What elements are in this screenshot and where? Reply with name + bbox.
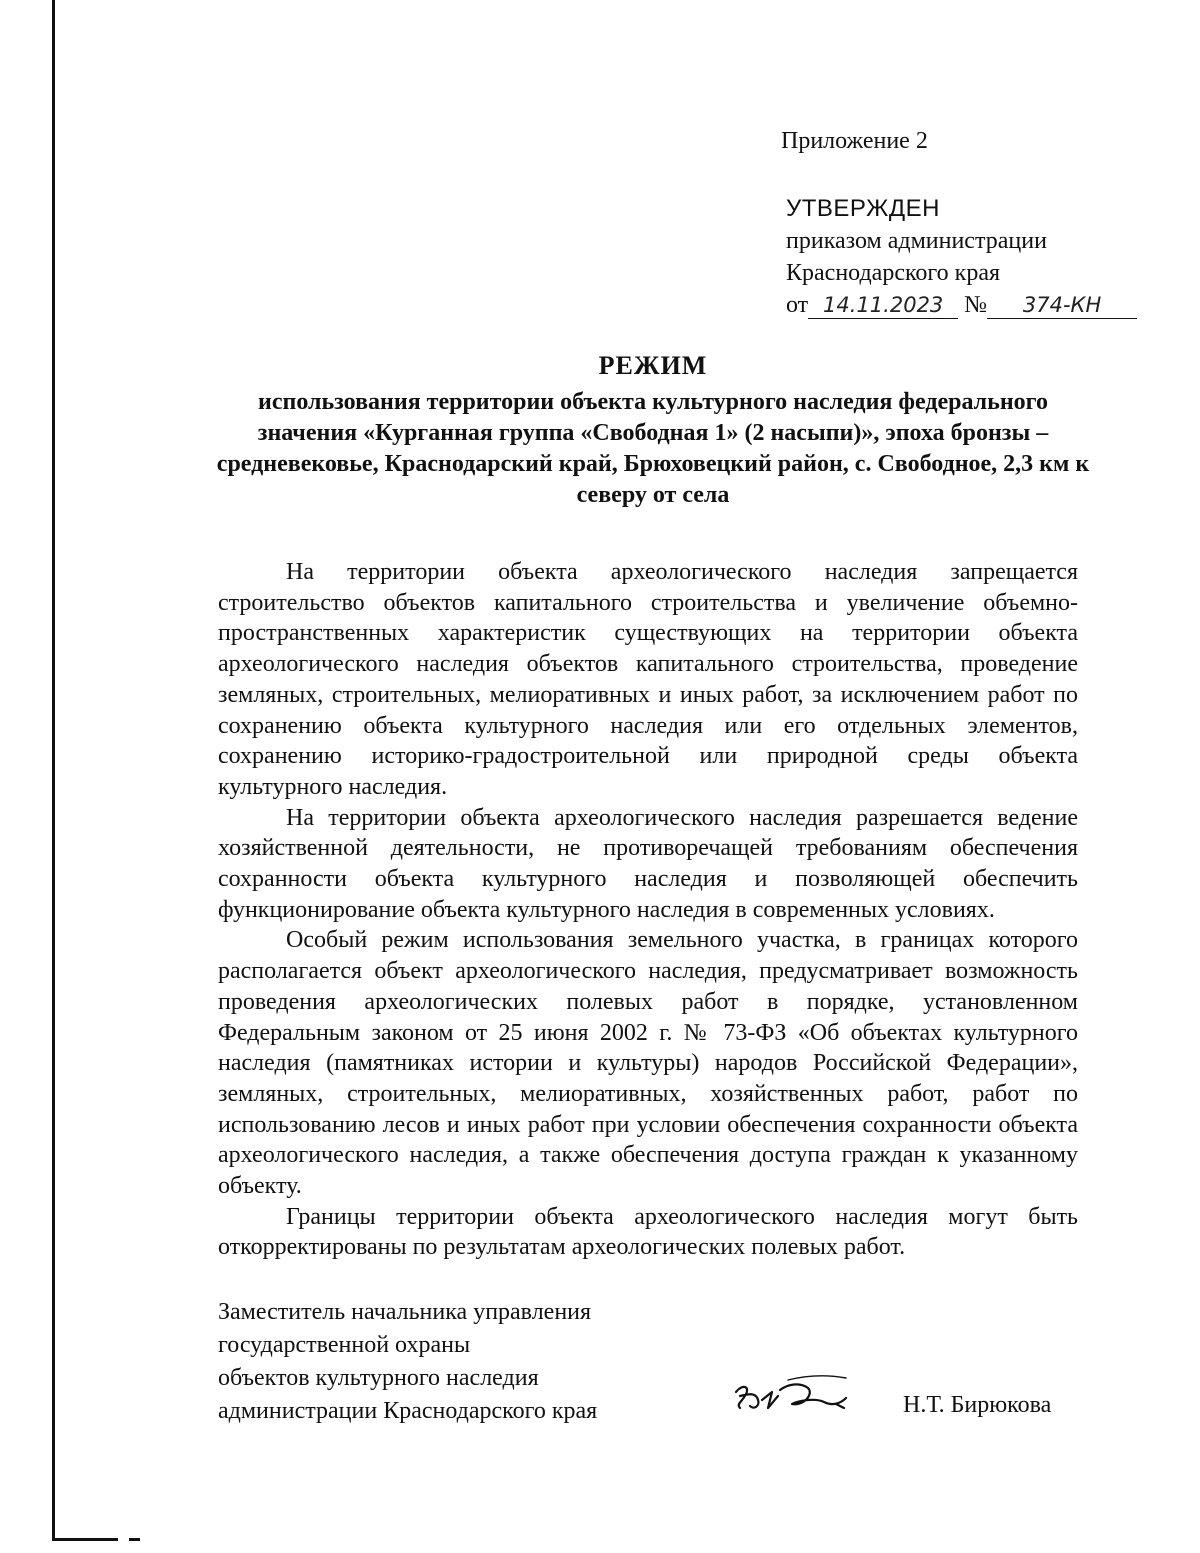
appendix-label: Приложение 2 xyxy=(781,128,928,154)
document-body xyxy=(218,557,1078,1263)
paragraph-2: На территории объекта археологического наследия разрешается ведение хозяйственной деятельности, не противоречащей требованиям обеспечения сохранности объекта культурного наследия и позволяющей обеспечить функционирование объекта культурного наследия в современных условиях. xyxy=(218,804,1078,923)
order-number: 374-КН xyxy=(987,292,1137,319)
scan-edge-bottom xyxy=(52,1538,162,1541)
position-line4: администрации Краснодарского края xyxy=(218,1398,598,1424)
title-subtitle: использования территории объекта культурного наследия федерального значения «Курганная группа «Свободная 1» (2 насыпи)», эпоха бронзы – средневековье, Краснодарский край, Брюховецкий район, с. Свободное, 2,3 км к северу от села xyxy=(216,389,1090,508)
approval-block xyxy=(786,193,1137,321)
scan-edge-left xyxy=(52,0,55,1540)
number-prefix: № xyxy=(964,292,988,318)
approved-by-line1: приказом администрации xyxy=(786,228,1047,254)
paragraph-1: На территории объекта археологического наследия запрещается строительство объектов капитального строительства и увеличение объемно-пространственных характеристик существующих на территории объекта археологического наследия объектов капитального строительства, проведение земляных, строительных, мелиоративных и иных работ, за исключением работ по сохранению объекта культурного наследия или его отдельных элементов, сохранению историко-градостроительной или природной среды объекта культурного наследия. xyxy=(218,559,1078,800)
signatory-position xyxy=(218,1296,597,1428)
approved-by-line2: Краснодарского края xyxy=(786,260,1001,286)
position-line1: Заместитель начальника управления xyxy=(218,1299,592,1325)
title-heading: РЕЖИМ xyxy=(598,351,708,380)
order-date: 14.11.2023 xyxy=(808,292,958,319)
position-line3: объектов культурного наследия xyxy=(218,1365,539,1391)
approved-heading: УТВЕРЖДЕН xyxy=(786,195,940,222)
order-date-number xyxy=(786,289,1137,321)
paragraph-3: Особый режим использования земельного участка, в границах которого располагается объект археологического наследия, предусматривает возможность проведения археологических полевых работ в порядке, установленном Федеральным законом от 25 июня 2002 г. № 73-ФЗ «Об объектах культурного наследия (памятниках истории и культуры) народов Российской Федерации», земляных, строительных, мелиоративных, хозяйственных работ, работ по использованию лесов и иных работ при условии обеспечения сохранности объекта археологического наследия, а также обеспечения доступа граждан к указанному объекту. xyxy=(218,927,1078,1200)
paragraph-4: Границы территории объекта археологического наследия могут быть откорректированы по результатам археологических полевых работ. xyxy=(218,1203,1078,1261)
position-line2: государственной охраны xyxy=(218,1332,471,1358)
document-title xyxy=(213,349,1093,511)
date-prefix: от xyxy=(786,292,809,318)
signatory-name: Н.Т. Бирюкова xyxy=(903,1392,1052,1418)
handwritten-signature xyxy=(728,1370,868,1420)
